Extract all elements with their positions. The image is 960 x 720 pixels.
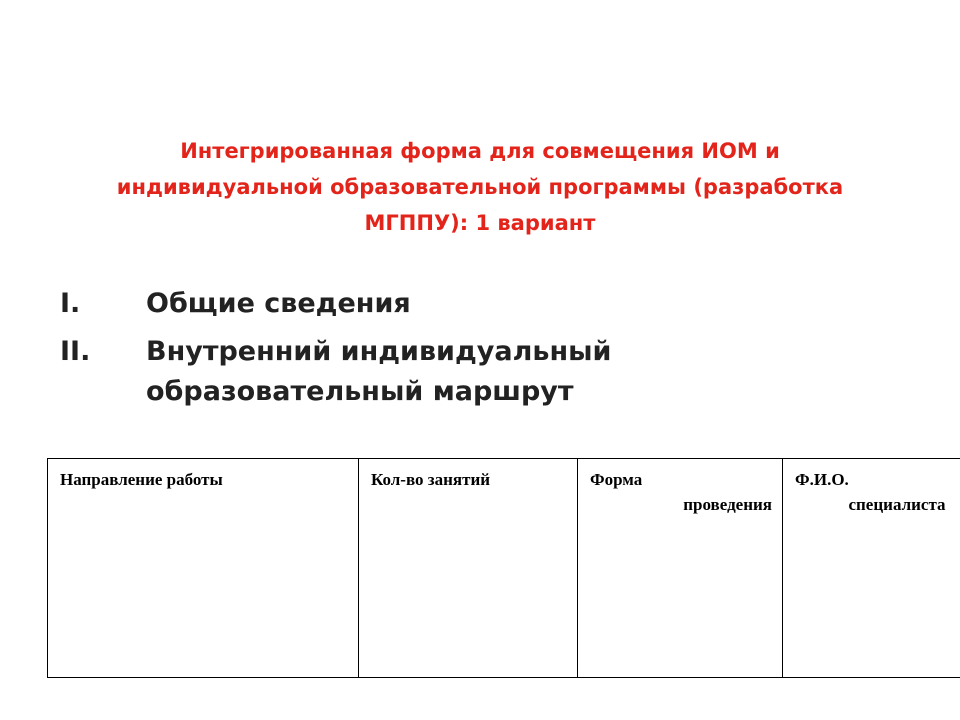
section-number: I. xyxy=(60,288,81,319)
header-text: Кол-во занятий xyxy=(371,470,491,489)
section-item-internal-route xyxy=(60,332,860,412)
section-text xyxy=(146,332,611,412)
section-item-general-info xyxy=(60,284,860,324)
title-line-1: Интегрированная форма для совмещения ИОМ и xyxy=(180,139,780,163)
header-cell-specialist-name xyxy=(783,459,960,678)
table-header-row xyxy=(48,459,960,678)
title-line-3: МГППУ): 1 вариант xyxy=(364,211,596,235)
header-text: Направление работы xyxy=(60,470,223,489)
section-text-line: образовательный маршрут xyxy=(146,376,574,407)
title-line-2: индивидуальной образовательной программы (разработка xyxy=(116,175,844,199)
header-text: проведения xyxy=(683,495,772,514)
section-text-line: Внутренний индивидуальный xyxy=(146,336,612,367)
header-text: Ф.И.О. xyxy=(795,470,849,489)
section-text xyxy=(146,284,411,324)
slide-title xyxy=(80,133,880,241)
route-table-grid xyxy=(47,458,960,678)
header-text: специалиста xyxy=(848,495,946,514)
section-number: II. xyxy=(60,336,91,367)
section-list xyxy=(60,284,860,420)
header-cell-direction xyxy=(48,459,359,678)
header-cell-sessions-count xyxy=(359,459,578,678)
section-text-line: Общие сведения xyxy=(146,288,411,319)
route-table xyxy=(47,458,946,678)
header-text: Форма xyxy=(590,470,643,489)
header-cell-form xyxy=(578,459,783,678)
